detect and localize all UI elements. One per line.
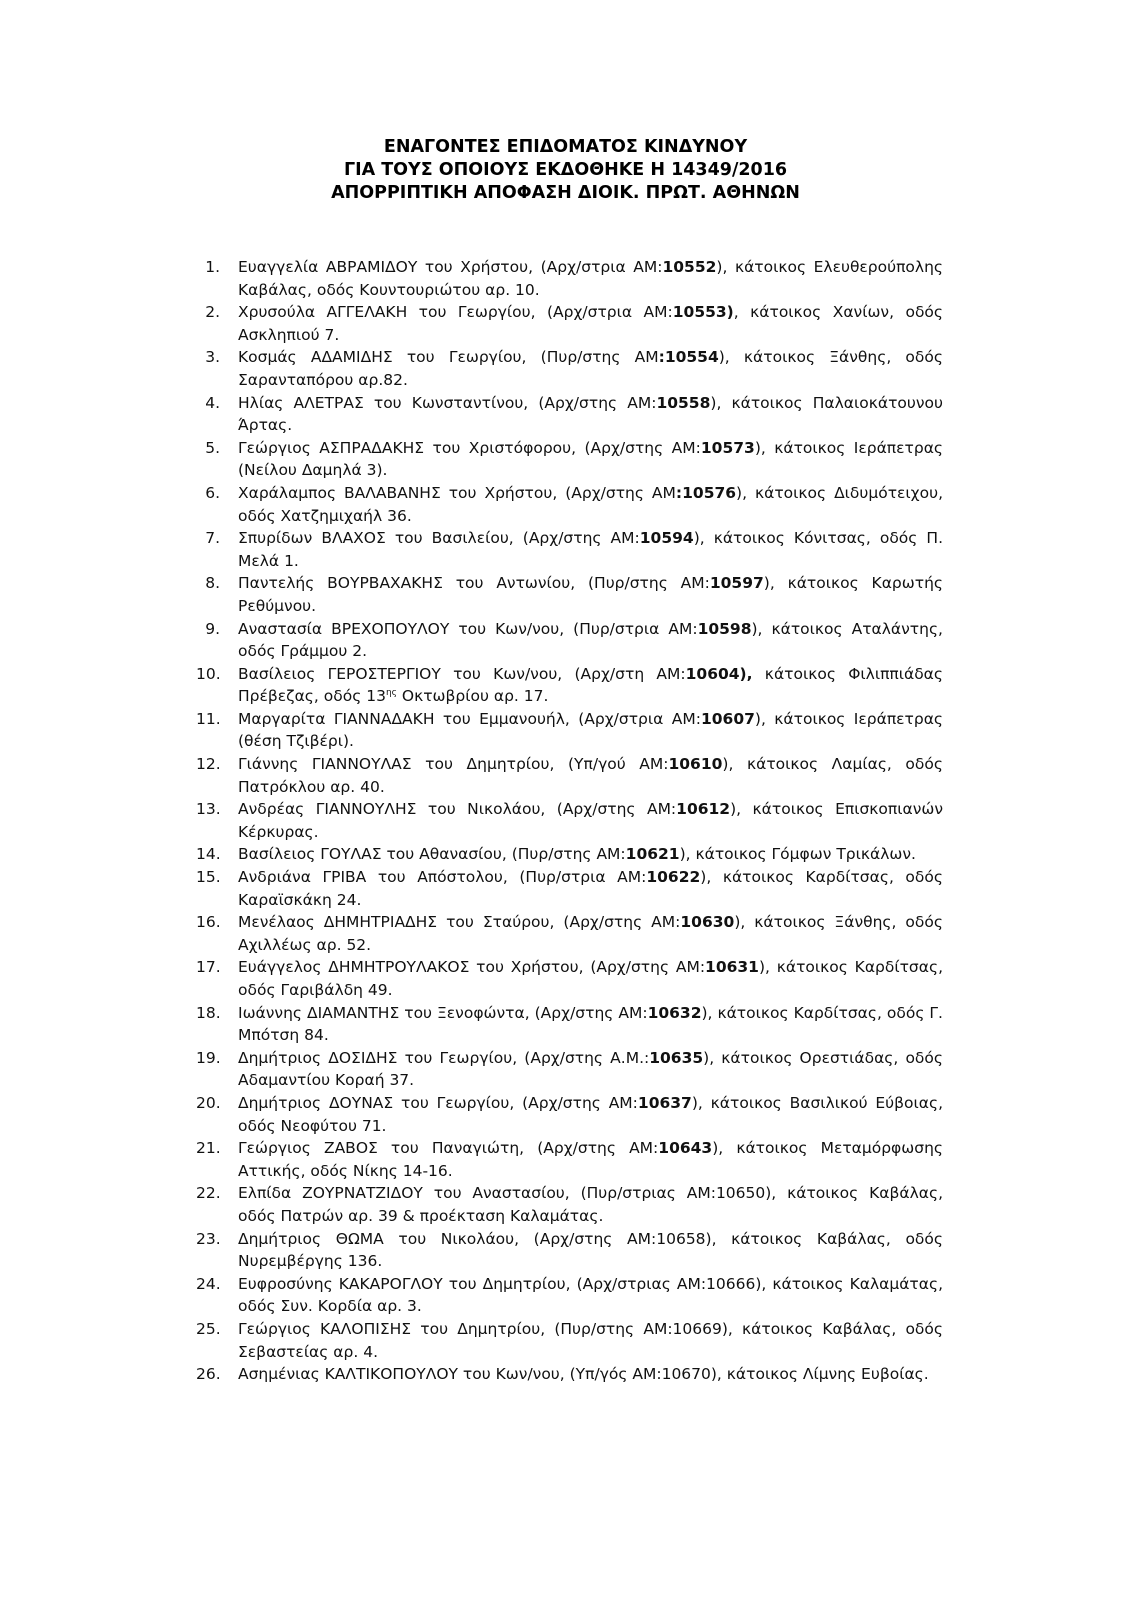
- item-number: 2.: [205, 303, 220, 322]
- list-item: [196, 1092, 943, 1137]
- list-item: [196, 1182, 943, 1227]
- registration-number: 10553): [672, 303, 734, 322]
- item-text-pre: Μαργαρίτα ΓΙΑΝΝΑΔΑΚΗ του Εμμανουήλ, (Αρχ/στρια ΑΜ:: [238, 709, 701, 728]
- item-text-pre: Σπυρίδων ΒΛΑΧΟΣ του Βασιλείου, (Αρχ/στης ΑΜ:: [238, 529, 640, 548]
- item-text: [238, 618, 943, 663]
- item-text: [238, 663, 943, 708]
- item-text-post: Οκτωβρίου αρ. 17.: [396, 687, 549, 706]
- item-text: [238, 437, 943, 482]
- list-item: [196, 866, 943, 911]
- item-text-post: ), κάτοικος Καρωτής Ρεθύμνου.: [238, 574, 943, 615]
- item-number: 17.: [196, 958, 221, 977]
- item-text-pre: Ευαγγελία ΑΒΡΑΜΙΔΟΥ του Χρήστου, (Αρχ/στρια ΑΜ:: [238, 258, 663, 276]
- item-number: 8.: [205, 574, 220, 593]
- item-number: 21.: [196, 1139, 221, 1158]
- list-item: [196, 482, 943, 527]
- item-text-pre: Ευφροσύνης ΚΑΚΑΡΟΓΛΟΥ του Δημητρίου, (Αρχ/στριας ΑΜ:10666), κάτοικος Καλαμάτας, οδός Συν. Κορδία αρ. 3.: [238, 1274, 943, 1316]
- item-number: 12.: [196, 755, 221, 774]
- item-text-pre: Δημήτριος ΘΩΜΑ του Νικολάου, (Αρχ/στης ΑΜ:10658), κάτοικος Καβάλας, οδός Νυρεμβέργης 136.: [238, 1229, 943, 1271]
- document-title: [0, 136, 1131, 205]
- item-text-pre: Γεώργιος ΑΣΠΡΑΔΑΚΗΣ του Χριστόφορου, (Αρχ/στης ΑΜ:: [238, 438, 701, 457]
- registration-number: 10604),: [685, 664, 753, 683]
- item-text-pre: Βασίλειος ΓΟΥΛΑΣ του Αθανασίου, (Πυρ/στης ΑΜ:: [238, 845, 626, 864]
- registration-number: 10635: [649, 1048, 704, 1067]
- item-number: 9.: [205, 619, 220, 638]
- item-text: [238, 843, 943, 866]
- item-number: 7.: [205, 529, 220, 548]
- registration-number: 10637: [637, 1093, 692, 1112]
- item-text: [238, 572, 943, 617]
- item-number: 6.: [205, 483, 220, 502]
- registration-number: 10607: [700, 709, 755, 728]
- item-text-post: ), κάτοικος Ξάνθης, οδός Αχιλλέως αρ. 52.: [238, 913, 943, 954]
- registration-number: 10552: [662, 258, 717, 276]
- item-text-post: , κάτοικος Χανίων, οδός Ασκληπιού 7.: [238, 303, 944, 344]
- registration-number: 10621: [625, 845, 680, 864]
- registration-number: 10558: [656, 393, 711, 412]
- item-text: [238, 708, 943, 753]
- item-text: [238, 346, 943, 391]
- item-text-pre: Χρυσούλα ΑΓΓΕΛΑΚΗ του Γεωργίου, (Αρχ/στρια ΑΜ:: [238, 303, 673, 322]
- item-text-pre: Μενέλαος ΔΗΜΗΤΡΙΑΔΗΣ του Σταύρου, (Αρχ/στης ΑΜ:: [238, 913, 681, 932]
- item-text-post: ), κάτοικος Ξάνθης, οδός Σαρανταπόρου αρ.82.: [238, 348, 943, 389]
- list-item: [196, 346, 943, 391]
- item-text-post: ), κάτοικος Μεταμόρφωσης Αττικής, οδός Νίκης 14-16.: [238, 1139, 944, 1180]
- item-text: [238, 527, 943, 572]
- list-item: [196, 753, 943, 798]
- plaintiff-list: [196, 256, 943, 1386]
- item-text-post: ), κάτοικος Αταλάντης, οδός Γράμμου 2.: [238, 619, 943, 661]
- item-number: 5.: [205, 438, 220, 457]
- item-text: [238, 1318, 943, 1363]
- item-number: 23.: [196, 1229, 221, 1248]
- list-item: [196, 1047, 943, 1092]
- item-number: 1.: [205, 258, 220, 276]
- item-text-pre: Βασίλειος ΓΕΡΟΣΤΕΡΓΙΟΥ του Κων/νου, (Αρχ/στη ΑΜ:: [238, 664, 686, 683]
- item-text-post: ), κάτοικος Παλαιοκάτουνου Άρτας.: [238, 393, 943, 435]
- item-text: [238, 956, 943, 1001]
- item-text: [238, 1092, 943, 1137]
- item-text: [238, 866, 943, 911]
- item-text-pre: Δημήτριος ΔΟΣΙΔΗΣ του Γεωργίου, (Αρχ/στης Α.Μ.:: [238, 1048, 650, 1067]
- item-text: [238, 753, 943, 798]
- item-number: 24.: [196, 1274, 221, 1293]
- list-item: [196, 798, 943, 843]
- item-text-post: ), κάτοικος Ιεράπετρας (θέση Τζιβέρι).: [238, 709, 944, 751]
- list-item: [196, 572, 943, 617]
- list-item: [196, 663, 943, 708]
- item-text-pre: Κοσμάς ΑΔΑΜΙΔΗΣ του Γεωργίου, (Πυρ/στης ΑΜ: [238, 348, 659, 367]
- list-item: [196, 256, 943, 301]
- list-item: [196, 437, 943, 482]
- list-item: [196, 1002, 943, 1047]
- item-text: [238, 1002, 943, 1047]
- registration-number: :10554: [658, 348, 719, 367]
- item-text: [238, 482, 943, 527]
- registration-number: 10610: [668, 755, 723, 774]
- list-item: [196, 392, 943, 437]
- item-text-post: ), κάτοικος Βασιλικού Εύβοιας, οδός Νεοφύτου 71.: [238, 1093, 943, 1135]
- item-number: 16.: [196, 913, 221, 932]
- item-number: 11.: [196, 709, 221, 728]
- item-text: [238, 1273, 943, 1318]
- item-text-pre: Ηλίας ΑΛΕΤΡΑΣ του Κωνσταντίνου, (Αρχ/στης ΑΜ:: [238, 393, 657, 412]
- list-item: [196, 1363, 943, 1386]
- item-text-post: ), κάτοικος Διδυμότειχου, οδός Χατζημιχαήλ 36.: [238, 483, 944, 525]
- item-number: 13.: [196, 800, 221, 819]
- item-text-post: ), κάτοικος Καρδίτσας, οδός Καραϊσκάκη 24.: [238, 868, 943, 909]
- list-item: [196, 1228, 943, 1273]
- item-number: 19.: [196, 1048, 221, 1067]
- item-text: [238, 1363, 943, 1386]
- registration-number: 10630: [680, 913, 735, 932]
- item-text: [238, 911, 943, 956]
- item-text-post: ), κάτοικος Ελευθερούπολης Καβάλας, οδός Κουντουριώτου αρ. 10.: [238, 258, 943, 299]
- list-item: [196, 1273, 943, 1318]
- item-number: 14.: [196, 845, 221, 864]
- list-item: [196, 708, 943, 753]
- item-text-pre: Χαράλαμπος ΒΑΛΑΒΑΝΗΣ του Χρήστου, (Αρχ/στης ΑΜ: [238, 483, 676, 502]
- list-item: [196, 1137, 943, 1182]
- item-text-pre: Ασημένιας ΚΑΛΤΙΚΟΠΟΥΛΟΥ του Κων/νου, (Υπ/γός ΑΜ:10670), κάτοικος Λίμνης Ευβοίας.: [238, 1365, 929, 1384]
- item-number: 10.: [196, 664, 221, 683]
- item-text-pre: Ιωάννης ΔΙΑΜΑΝΤΗΣ του Ξενοφώντα, (Αρχ/στης ΑΜ:: [238, 1003, 648, 1022]
- item-text-pre: Γεώργιος ΚΑΛΟΠΙΣΗΣ του Δημητρίου, (Πυρ/στης ΑΜ:10669), κάτοικος Καβάλας, οδός Σεβαστείας αρ. 4.: [238, 1319, 943, 1361]
- registration-number: 10594: [639, 529, 694, 548]
- registration-number: 10622: [646, 868, 701, 887]
- list-item: [196, 527, 943, 572]
- item-text: [238, 798, 943, 843]
- item-text: [238, 301, 943, 346]
- registration-number: 10643: [658, 1139, 713, 1158]
- registration-number: 10612: [676, 800, 731, 819]
- item-text: [238, 1047, 943, 1092]
- item-text-pre: Αναστασία ΒΡΕΧΟΠΟΥΛΟΥ του Κων/νου, (Πυρ/στρια ΑΜ:: [238, 619, 698, 638]
- item-text-post: ), κάτοικος Γόμφων Τρικάλων.: [679, 845, 916, 864]
- registration-number: 10631: [705, 958, 759, 977]
- item-text-pre: Γιάννης ΓΙΑΝΝΟΥΛΑΣ του Δημητρίου, (Υπ/γού ΑΜ:: [238, 755, 669, 774]
- item-text: [238, 1228, 943, 1273]
- item-text-pre: Γεώργιος ΖΑΒΟΣ του Παναγιώτη, (Αρχ/στης ΑΜ:: [238, 1139, 659, 1158]
- registration-number: :10576: [675, 483, 737, 502]
- item-text: [238, 1137, 943, 1182]
- item-text-pre: Ανδριάνα ΓΡΙΒΑ του Απόστολου, (Πυρ/στρια ΑΜ:: [238, 868, 647, 887]
- title-line-3: ΑΠΟΡΡΙΠΤΙΚΗ ΑΠΟΦΑΣΗ ΔΙΟΙΚ. ΠΡΩΤ. ΑΘΗΝΩΝ: [331, 183, 800, 203]
- item-text: [238, 1182, 943, 1227]
- registration-number: 10597: [709, 574, 764, 593]
- item-text-post: ), κάτοικος Λαμίας, οδός Πατρόκλου αρ. 40.: [238, 755, 943, 796]
- item-text: [238, 392, 943, 437]
- ordinal-suffix: ης: [385, 688, 397, 699]
- item-text: [238, 256, 943, 301]
- item-text-pre: Παντελής ΒΟΥΡΒΑΧΑΚΗΣ του Αντωνίου, (Πυρ/στης ΑΜ:: [238, 574, 710, 593]
- registration-number: 10573: [700, 438, 755, 457]
- item-text-pre: Δημήτριος ΔΟΥΝΑΣ του Γεωργίου, (Αρχ/στης ΑΜ:: [238, 1093, 638, 1112]
- item-number: 26.: [196, 1365, 221, 1384]
- item-text-post: ), κάτοικος Καρδίτσας, οδός Γ. Μπότση 84.: [238, 1003, 943, 1045]
- item-text-post: ), κάτοικος Επισκοπιανών Κέρκυρας.: [238, 800, 943, 841]
- item-text-pre: Ευάγγελος ΔΗΜΗΤΡΟΥΛΑΚΟΣ του Χρήστου, (Αρχ/στης ΑΜ:: [238, 958, 706, 977]
- item-number: 22.: [196, 1184, 221, 1203]
- registration-number: 10598: [697, 619, 752, 638]
- item-number: 20.: [196, 1093, 221, 1112]
- item-text-post: ), κάτοικος Καρδίτσας, οδός Γαριβάλδη 49.: [238, 958, 943, 999]
- item-text-pre: Ανδρέας ΓΙΑΝΝΟΥΛΗΣ του Νικολάου, (Αρχ/στης ΑΜ:: [238, 800, 677, 819]
- item-number: 4.: [205, 393, 220, 412]
- registration-number: 10632: [647, 1003, 702, 1022]
- item-text-post: ), κάτοικος Ορεστιάδας, οδός Αδαμαντίου Κοραή 37.: [238, 1048, 943, 1090]
- item-text-pre: Ελπίδα ΖΟΥΡΝΑΤΖΙΔΟΥ του Αναστασίου, (Πυρ/στριας ΑΜ:10650), κάτοικος Καβάλας, οδός Πατρών αρ. 39 & προέκταση Καλαμάτας.: [238, 1184, 943, 1225]
- list-item: [196, 911, 943, 956]
- title-line-1: ΕΝΑΓΟΝΤΕΣ ΕΠΙΔΟΜΑΤΟΣ ΚΙΝΔΥΝΟΥ: [383, 137, 748, 157]
- item-number: 25.: [196, 1319, 221, 1338]
- item-text-post: ), κάτοικος Κόνιτσας, οδός Π. Μελά 1.: [238, 529, 944, 570]
- list-item: [196, 843, 943, 866]
- item-number: 3.: [205, 348, 220, 367]
- list-item: [196, 1318, 943, 1363]
- item-number: 15.: [196, 868, 221, 887]
- list-item: [196, 956, 943, 1001]
- list-item: [196, 618, 943, 663]
- item-text-post: ), κάτοικος Ιεράπετρας (Νείλου Δαμηλά 3).: [238, 438, 944, 480]
- title-line-2: ΓΙΑ ΤΟΥΣ ΟΠΟΙΟΥΣ ΕΚΔΟΘΗΚΕ Η 14349/2016: [343, 160, 788, 180]
- item-number: 18.: [196, 1003, 221, 1022]
- list-item: [196, 301, 943, 346]
- item-text-post: κάτοικος Φιλιππιάδας Πρέβεζας, οδός 13: [238, 664, 943, 706]
